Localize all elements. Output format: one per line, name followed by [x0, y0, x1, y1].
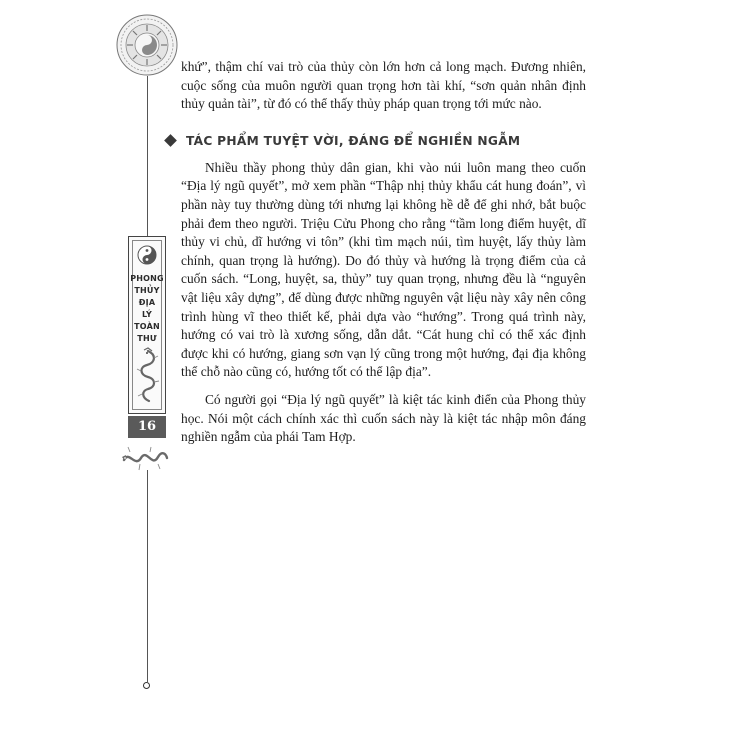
margin-rule-bottom [147, 470, 148, 682]
page-number: 16 [128, 416, 166, 438]
yin-yang-icon [137, 245, 157, 265]
body-paragraph: Nhiều thầy phong thủy dân gian, khi vào núi luôn mang theo cuốn “Địa lý ngũ quyết”, mở xem phần “Thập nhị thủy khẩu cát hung đoán”, vì phần này tuy thường dùng tới nhưng lại không hề dễ để ghi nhớ, bắt buộc phải đem theo người. Triệu Cửu Phong cho rằng “tầm long điểm huyệt, dĩ thủy vi chủ, dĩ hướng vi tôn” (khi tìm mạch núi, tìm huyệt, lấy thủy làm chính, quan trọng là hướng). Do đó thủy và hướng là trọng điểm của cả cuốn sách. “Long, huyệt, sa, thủy” tuy quan trọng, nhưng đều là “nguyên vật liệu xây dựng”, để dùng được những nguyên vật liệu này xây nên công trình hùng vĩ theo thiết kế, phải dựa vào “hướng”. Trong quá trình này, hướng có vai trò là xương sống, dẫn dắt. “Cát hung chỉ có thể xác định được khi có hướng, giang sơn vạn lý cũng trong một hướng, đại địa không thể chỗ nào cũng có, hướng tốt có thể lập địa”. [181, 159, 586, 380]
bagua-medallion-icon [116, 14, 178, 76]
dragon-icon [135, 347, 161, 405]
margin-rule-end-dot [143, 682, 150, 689]
section-heading-text: TÁC PHẨM TUYỆT VỜI, ĐÁNG ĐỂ NGHIỀN NGẪM [186, 133, 521, 148]
dragon-icon [120, 444, 170, 472]
section-heading [166, 132, 586, 150]
spine-title: PHONG THỦY ĐỊA LÝ TOÀN THƯ [130, 274, 164, 343]
body-text-column [181, 58, 586, 447]
margin-rule-top [147, 76, 148, 236]
chapter-spine-tab [128, 236, 166, 414]
diamond-icon [164, 134, 177, 147]
body-paragraph: Có người gọi “Địa lý ngũ quyết” là kiệt tác kinh điển của Phong thủy học. Nói một cách chính xác thì cuốn sách này là kiệt tác nhập môn đáng nghiền ngẫm của phái Tam Hợp. [181, 391, 586, 445]
intro-paragraph: khứ”, thậm chí vai trò của thủy còn lớn hơn cả long mạch. Đương nhiên, cuộc sống của muôn người quan trọng hơn tài khí, “sơn quản nhân định thủy quản tài”, từ đó có thể thấy thủy pháp quan trọng tới mức nào. [181, 59, 586, 112]
